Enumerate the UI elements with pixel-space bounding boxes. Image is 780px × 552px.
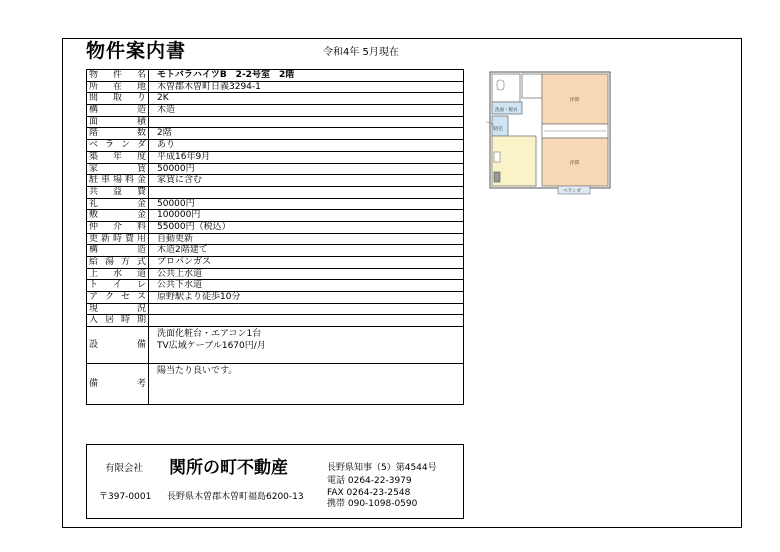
row-value: 公共上水道 <box>157 268 203 279</box>
table-row <box>87 304 463 316</box>
row-value: 2階 <box>157 128 172 139</box>
row-label: 物 件 名 <box>87 70 149 81</box>
remarks-value: 陽当たり良いです。 <box>157 366 238 377</box>
balcony-label: ベランダ <box>563 189 581 194</box>
row-value: プロパンガス <box>157 257 212 267</box>
table-row <box>87 199 463 211</box>
row-value <box>149 117 463 128</box>
table-row <box>87 93 463 105</box>
row-label: 現 況 <box>87 304 149 315</box>
row-label: 構 造 <box>87 245 149 256</box>
row-label: 仲 介 料 <box>87 222 149 233</box>
row-label: 更 新 時 費 用 <box>87 234 149 245</box>
row-value: 100000円 <box>157 210 201 221</box>
row-label: 所 在 地 <box>87 82 149 93</box>
table-row <box>87 140 463 152</box>
row-label: 礼 金 <box>87 199 149 210</box>
table-row <box>87 164 463 176</box>
row-label: 給 湯 方 式 <box>87 257 149 268</box>
table-row <box>87 128 463 140</box>
floor-plan <box>486 70 612 196</box>
storage-area <box>522 74 542 98</box>
table-row <box>87 175 463 187</box>
bathroom <box>492 116 508 136</box>
table-row <box>87 105 463 117</box>
row-label: 築 年 度 <box>87 152 149 163</box>
company-info-box <box>86 444 464 519</box>
row-value <box>149 187 463 198</box>
row-value: 50000円 <box>157 198 195 209</box>
property-table <box>86 69 464 405</box>
table-row <box>87 82 463 94</box>
company-address: 長野県木曽郡木曽町福島6200-13 <box>167 492 304 502</box>
company-name: 関所の町不動産 <box>169 458 288 478</box>
washroom-label: 洗面・脱衣 <box>495 108 518 113</box>
row-label: 階 数 <box>87 128 149 139</box>
remarks-row <box>87 364 463 404</box>
room-1-label: 洋間 <box>570 98 579 103</box>
row-value: 平成16年9月 <box>157 151 211 162</box>
row-value: 2K <box>157 93 169 104</box>
table-row <box>87 222 463 234</box>
row-value: 公共下水道 <box>157 280 203 291</box>
phone-number: 電話 0264-22-3979 <box>327 476 412 486</box>
postal-code: 〒397-0001 <box>99 492 152 502</box>
row-value: 家賃に含む <box>157 175 203 186</box>
table-row <box>87 152 463 164</box>
table-row <box>87 70 463 82</box>
table-row <box>87 234 463 246</box>
row-value: あり <box>157 140 176 151</box>
row-value <box>149 304 463 315</box>
table-row <box>87 257 463 269</box>
row-label: 駐 車 場 料 金 <box>87 175 149 186</box>
row-label: ト イ レ <box>87 280 149 291</box>
row-value: 55000円（税込） <box>157 221 231 232</box>
row-label: 構 造 <box>87 105 149 116</box>
document-date: 令和4年 5月現在 <box>323 47 399 58</box>
table-row <box>87 187 463 199</box>
table-row <box>87 269 463 281</box>
row-label: 上 水 道 <box>87 269 149 280</box>
row-value: 木曽郡木曽町日義3294-1 <box>157 81 261 92</box>
table-row <box>87 245 463 257</box>
fax-number: FAX 0264-23-2548 <box>327 487 411 498</box>
row-label: 間 取 り <box>87 93 149 104</box>
table-row <box>87 280 463 292</box>
row-label: 入 居 時 期 <box>87 315 149 326</box>
row-value: 50000円 <box>157 163 195 174</box>
fridge-icon <box>494 172 500 182</box>
table-row <box>87 210 463 222</box>
row-label: 設 備 <box>87 327 149 363</box>
toilet-icon <box>497 80 504 90</box>
row-label: 敷 金 <box>87 210 149 221</box>
table-row <box>87 292 463 304</box>
company-type: 有限会社 <box>105 463 144 474</box>
row-value: 木造2階建て <box>157 245 208 256</box>
row-label: 家 賃 <box>87 164 149 175</box>
document-title: 物件案内書 <box>86 40 187 62</box>
bathroom-label: 浴室 <box>494 127 503 132</box>
license-number: 長野県知事（5）第4544号 <box>327 463 437 473</box>
row-label: 共 益 費 <box>87 187 149 198</box>
row-value <box>149 315 463 326</box>
row-label: 面 積 <box>87 117 149 128</box>
row-label: 備 考 <box>87 364 149 404</box>
equipment-value: 洗面化粧台・エアコン1台 TV広域ケーブル1670円/月 <box>157 329 266 352</box>
equipment-row <box>87 327 463 364</box>
row-value: モトバラハイツB 2-2号室 2階 <box>157 70 295 80</box>
row-value: 原野駅より徒歩10分 <box>157 292 241 303</box>
row-label: ア ク セ ス <box>87 292 149 303</box>
row-value: 木造 <box>157 105 176 116</box>
table-row <box>87 315 463 327</box>
table-row <box>87 117 463 129</box>
row-value: 自動更新 <box>157 233 194 244</box>
sink-icon <box>494 152 500 162</box>
toilet-area <box>492 74 520 102</box>
mobile-number: 携帯 090-1098-0590 <box>327 499 418 509</box>
row-label: ベ ラ ン ダ <box>87 140 149 151</box>
contact-numbers <box>327 476 417 511</box>
room-2-label: 洋間 <box>570 161 579 166</box>
